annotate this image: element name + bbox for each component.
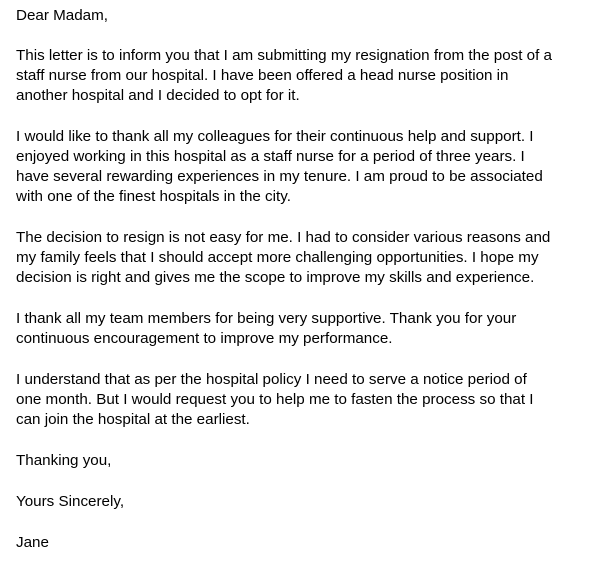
paragraph-4 [16,309,588,349]
resignation-letter [16,6,588,553]
salutation [16,6,588,26]
salutation-text: Dear Madam, [16,7,109,24]
thanks-line [16,451,588,471]
paragraph-line: can join the hospital at the earliest. [16,411,250,428]
paragraph-line: another hospital and I decided to opt for it. [16,87,300,104]
paragraph-line: This letter is to inform you that I am submitting my resignation from the post of a [16,47,553,64]
signature-name: Jane [16,534,49,551]
paragraph-3 [16,228,588,288]
paragraph-line: have several rewarding experiences in my tenure. I am proud to be associated [16,168,543,185]
paragraph-1 [16,46,588,106]
paragraph-5 [16,370,588,430]
paragraph-line: The decision to resign is not easy for me. I had to consider various reasons and [16,229,551,246]
signature-line [16,533,588,553]
paragraph-line: with one of the finest hospitals in the city. [16,188,291,205]
paragraph-line: decision is right and gives me the scope to improve my skills and experience. [16,269,535,286]
paragraph-line: continuous encouragement to improve my performance. [16,330,393,347]
closing-line [16,492,588,512]
paragraph-line: staff nurse from our hospital. I have been offered a head nurse position in [16,67,509,84]
paragraph-line: one month. But I would request you to help me to fasten the process so that I [16,391,534,408]
paragraph-line: I understand that as per the hospital policy I need to serve a notice period of [16,371,527,388]
paragraph-line: I thank all my team members for being very supportive. Thank you for your [16,310,517,327]
paragraph-line: my family feels that I should accept more challenging opportunities. I hope my [16,249,539,266]
paragraph-line: enjoyed working in this hospital as a staff nurse for a period of three years. I [16,148,525,165]
closing-text: Yours Sincerely, [16,493,125,510]
paragraph-2 [16,127,588,207]
thanks-text: Thanking you, [16,452,112,469]
paragraph-line: I would like to thank all my colleagues for their continuous help and support. I [16,128,534,145]
